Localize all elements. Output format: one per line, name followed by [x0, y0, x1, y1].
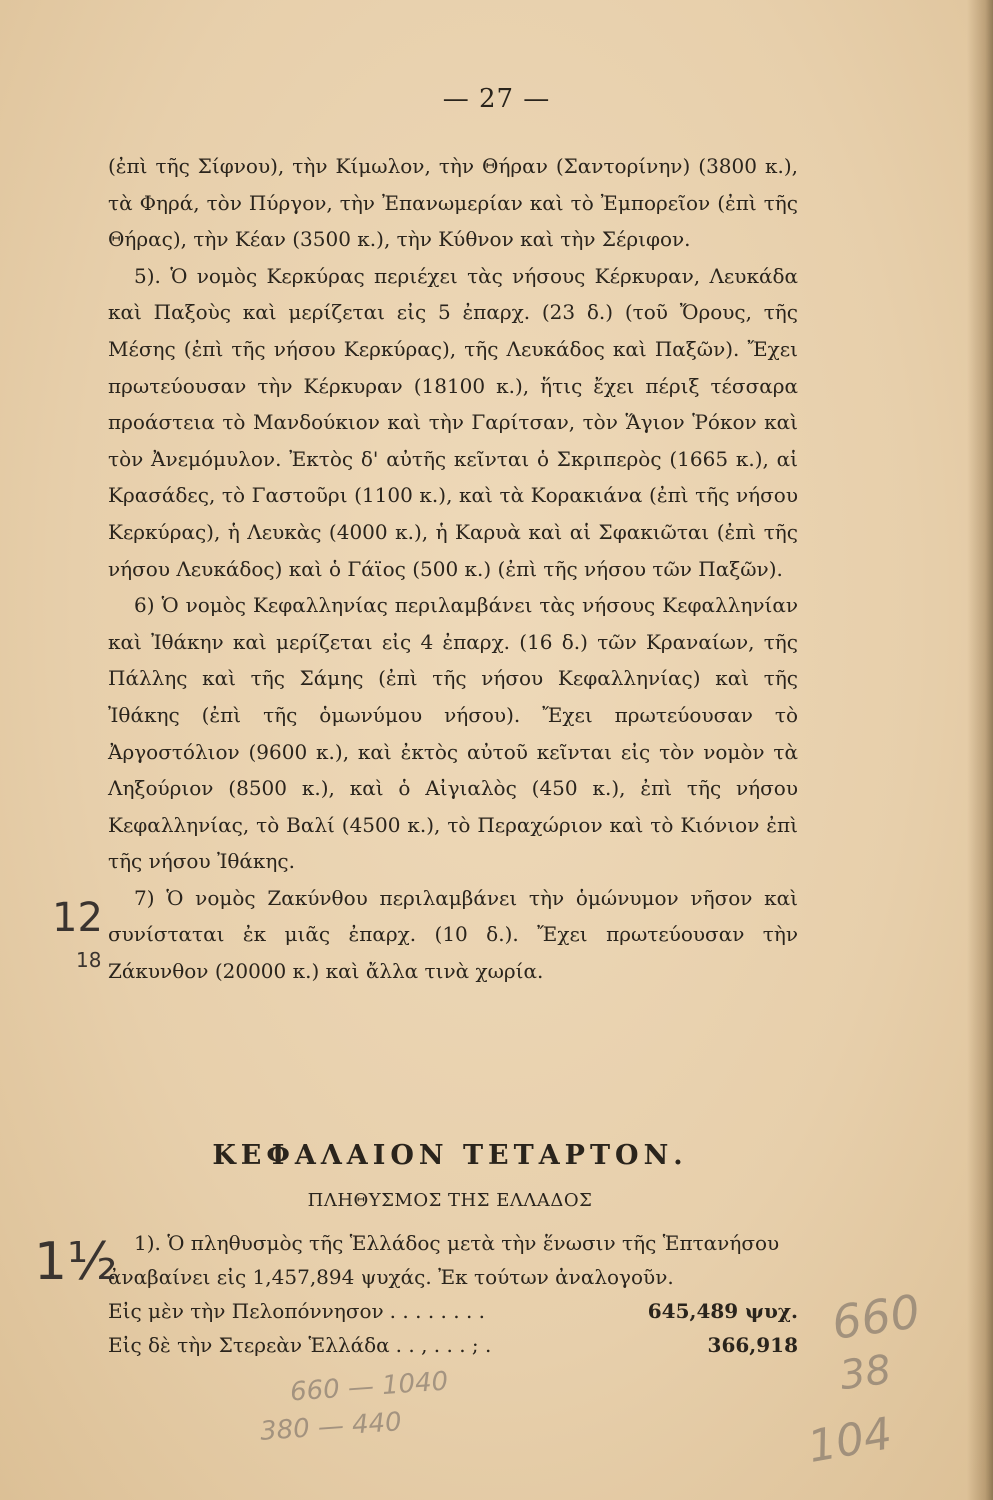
- margin-note-bottom-b: 380 — 440: [259, 1407, 403, 1447]
- chapter-heading: ΚΕΦΑΛΑΙΟΝ ΤΕΤΑΡΤΟΝ.: [212, 1140, 688, 1171]
- row-label: Εἰς δὲ τὴν Στερεὰν Ἑλλάδα: [108, 1333, 390, 1357]
- section-heading: ΠΛΗΘΥΣΜΟΣ ΤΗΣ ΕΛΛΑΔΟΣ: [307, 1190, 593, 1211]
- margin-note-bottom-a: 660 — 1040: [289, 1366, 450, 1408]
- population-row-sterea: [108, 1328, 798, 1362]
- row-value: 645,489 ψυχ.: [647, 1299, 798, 1323]
- paragraph-cyclades-continued: (ἐπὶ τῆς Σίφνου), τὴν Κίμωλον, τὴν Θήραν (Σαντορίνην) (3800 κ.), τὰ Φηρά, τὸν Πύργον, τὴν Ἐπανωμερίαν καὶ τὸ Ἐμπορεῖον (ἐπὶ τῆς Θήρας), τὴν Κέαν (3500 κ.), τὴν Κύθνον καὶ τὴν Σέριφον.: [108, 154, 798, 252]
- body-text: [108, 148, 798, 990]
- margin-note-right-a: 660: [828, 1284, 924, 1350]
- row-leader-dots: . . , . . . ; .: [395, 1333, 492, 1357]
- population-intro: 1). Ὁ πληθυσμὸς τῆς Ἑλλάδος μετὰ τὴν ἕνωσιν τῆς Ἑπτανήσου ἀναβαίνει εἰς 1,457,894 ψυχάς. Ἐκ τούτων ἀναλογοῦν.: [108, 1231, 780, 1289]
- population-row-peloponnese: [108, 1294, 798, 1328]
- margin-note-left-lower: 1½: [34, 1232, 118, 1292]
- population-section: [108, 1226, 798, 1362]
- margin-note-right-c: 104: [804, 1408, 896, 1473]
- paragraph-kefallinia: 6) Ὁ νομὸς Κεφαλληνίας περιλαμβάνει τὰς νήσους Κεφαλληνίαν καὶ Ἰθάκην καὶ μερίζεται εἰς 4 ἐπαρχ. (16 δ.) τῶν Κραναίων, τῆς Πάλλης καὶ τῆς Σάμης (ἐπὶ τῆς νήσου Κεφαλληνίας) καὶ τῆς Ἰθάκης (ἐπὶ τῆς ὁμωνύμου νήσου). Ἔχει πρωτεύουσαν τὸ Ἀργοστόλιον (9600 κ.), καὶ ἐκτὸς αὐτοῦ κεῖνται εἰς τὸν νομὸν τὰ Ληξούριον (8500 κ.), καὶ ὁ Αἰγιαλὸς (450 κ.), ἐπὶ τῆς νήσου Κεφαλληνίας, τὸ Βαλί (4500 κ.), τὸ Περαχώριον καὶ τὸ Κιόνιον ἐπὶ τῆς νήσου Ἰθάκης.: [108, 593, 798, 874]
- paragraph-kerkyra: 5). Ὁ νομὸς Κερκύρας περιέχει τὰς νήσους Κέρκυραν, Λευκάδα καὶ Παξοὺς καὶ μερίζεται εἰς 5 ἐπαρχ. (23 δ.) (τοῦ Ὄρους, τῆς Μέσης (ἐπὶ τῆς νήσου Κερκύρας), τῆς Λευκάδος καὶ Παξῶν). Ἔχει πρωτεύουσαν τὴν Κέρκυραν (18100 κ.), ἥτις ἔχει πέριξ τέσσαρα προάστεια τὸ Μανδούκιον καὶ τὴν Γαρίτσαν, τὸν Ἅγιον Ῥόκον καὶ τὸν Ἀνεμόμυλον. Ἐκτὸς δ' αὐτῆς κεῖνται ὁ Σκριπερὸς (1665 κ.), αἱ Κρασάδες, τὸ Γαστοῦρι (1100 κ.), καὶ τὰ Κορακιάνα (ἐπὶ τῆς νήσου Κερκύρας), ἡ Λευκὰς (4000 κ.), ἡ Καρυὰ καὶ αἱ Σφακιῶται (ἐπὶ τῆς νήσου Λευκάδος) καὶ ὁ Γάϊος (500 κ.) (ἐπὶ τῆς νήσου τῶν Παξῶν).: [108, 263, 798, 581]
- margin-note-right-b: 38: [837, 1346, 894, 1400]
- page-edge-shadow: [967, 0, 993, 1500]
- row-leader-dots: . . . . . . . .: [389, 1299, 486, 1323]
- margin-note-left-upper: 12: [52, 895, 103, 941]
- paragraph-zakynthos: 7) Ὁ νομὸς Ζακύνθου περιλαμβάνει τὴν ὁμώνυμον νῆσον καὶ συνίσταται ἐκ μιᾶς ἐπαρχ. (10 δ.). Ἔχει πρωτεύουσαν τὴν Ζάκυνθον (20000 κ.) καὶ ἄλλα τινὰ χωρία.: [108, 885, 798, 984]
- margin-note-left-upper-b: 18: [76, 948, 102, 972]
- row-label: Εἰς μὲν τὴν Πελοπόννησον: [108, 1299, 384, 1323]
- row-value: 366,918: [707, 1333, 798, 1357]
- page-number: — 27 —: [442, 84, 551, 114]
